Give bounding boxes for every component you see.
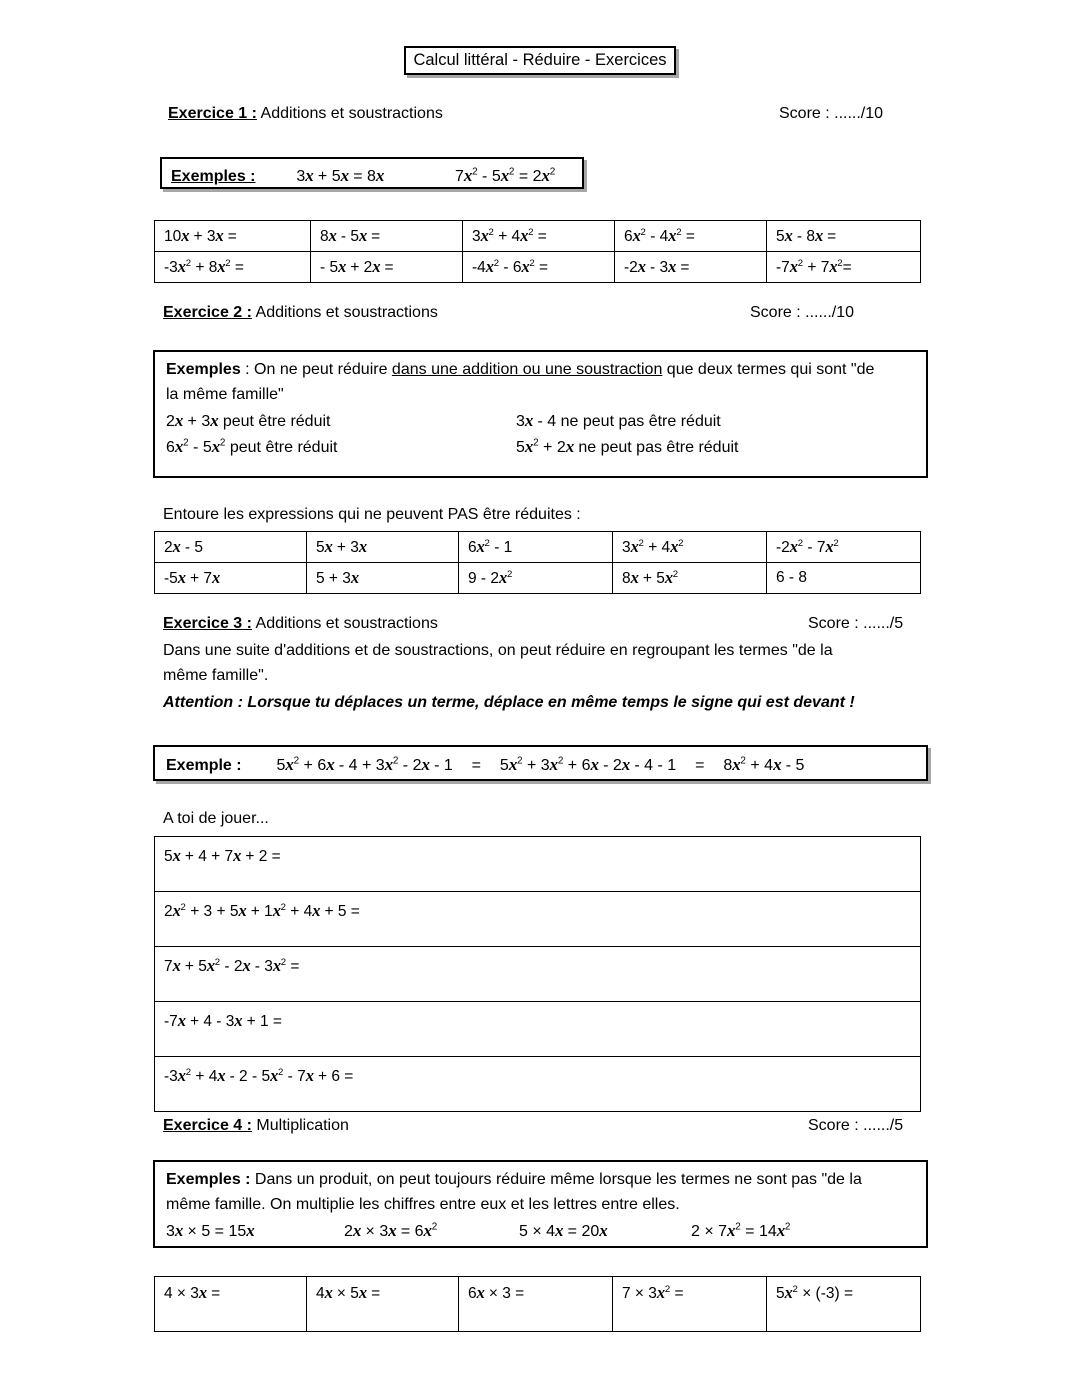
- math-variable-x: x: [177, 568, 186, 588]
- math-exponent: 2: [549, 166, 556, 178]
- exercise-3-label: Exercice 3 :: [163, 615, 252, 632]
- math-variable-x: x: [326, 755, 335, 774]
- math-exponent: 2: [185, 257, 192, 269]
- exercise-1-score: Score : ....../10: [779, 105, 884, 122]
- math-variable-x: x: [177, 1066, 186, 1085]
- cell[interactable]: 4 × 3x =: [155, 1277, 307, 1332]
- cell[interactable]: $-2x^2 - 7x^2$: [767, 532, 921, 563]
- math-variable-x: x: [215, 226, 224, 245]
- exercise-3-subject: Additions et soustractions: [255, 615, 438, 632]
- math-variable-x: x: [590, 755, 599, 774]
- math-variable-x: x: [324, 537, 333, 556]
- cell[interactable]: $9 - 2x^2$: [459, 563, 613, 594]
- exercise-3-answer-table: [154, 836, 921, 1112]
- math-variable-x: x: [549, 755, 558, 774]
- math-variable-x: x: [174, 410, 184, 430]
- table-row: [155, 563, 921, 594]
- exercise-2-label: Exercice 2 :: [163, 304, 252, 321]
- math-variable-x: x: [776, 1220, 785, 1240]
- math-variable-x: x: [829, 257, 838, 277]
- math-variable-x: x: [242, 956, 251, 975]
- table-row: [155, 947, 921, 1002]
- math-variable-x: x: [217, 257, 226, 277]
- math-variable-x: x: [789, 257, 798, 277]
- math-variable-x: x: [670, 537, 679, 556]
- math-variable-x: x: [198, 1283, 207, 1302]
- math-variable-x: x: [181, 226, 190, 245]
- math-variable-x: x: [630, 537, 639, 556]
- exercise-1-table: [154, 220, 921, 283]
- math-exponent: 2: [293, 755, 300, 767]
- cell[interactable]: $-7x^2 + 7x^2=$: [767, 252, 921, 283]
- math-variable-x: x: [480, 226, 489, 245]
- exercise-4-example-3: 5 × 4x = 20x: [519, 1220, 608, 1240]
- math-variable-x: x: [340, 166, 349, 185]
- math-variable-x: x: [524, 410, 534, 430]
- math-variable-x: x: [500, 166, 509, 185]
- math-exponent: 2: [214, 956, 221, 968]
- exercise-4-table: [154, 1276, 921, 1332]
- exercise-3-example-box: [153, 745, 928, 781]
- math-variable-x: x: [352, 1220, 362, 1240]
- math-exponent: 2: [797, 257, 804, 269]
- math-variable-x: x: [668, 257, 677, 277]
- math-exponent: 2: [557, 755, 564, 767]
- math-variable-x: x: [174, 1220, 184, 1240]
- exercise-2-example-right-1: 3x - 4 ne peut pas être réduit: [516, 410, 721, 430]
- exercise-4-example-2: $2x \times 3x = 6x^2$: [344, 1220, 438, 1240]
- cell[interactable]: $3x^2 + 4x^2$: [613, 532, 767, 563]
- exercise-3-prompt: A toi de jouer...: [163, 810, 269, 827]
- math-variable-x: x: [656, 1283, 665, 1302]
- cell[interactable]: -5x + 7x: [155, 563, 307, 594]
- cell[interactable]: 6x × 3 =: [459, 1277, 613, 1332]
- exercise-4-example-1: 3x × 5 = 15x: [166, 1220, 255, 1240]
- math-exponent: 2: [392, 755, 399, 767]
- math-exponent: 2: [180, 901, 186, 913]
- exercise-1-examples-box: [160, 157, 584, 189]
- exercise-4-label: Exercice 4 :: [163, 1117, 252, 1134]
- math-exponent: 2: [225, 257, 231, 269]
- exercise-2-example-left-2: $6x^2 - 5x^2$ peut être réduit: [166, 437, 338, 457]
- cell[interactable]: 5x + 3x: [307, 532, 459, 563]
- math-variable-x: x: [211, 437, 220, 457]
- math-variable-x: x: [212, 568, 220, 588]
- math-exponent: 2: [533, 438, 539, 450]
- exercise-4-example-4: $2 \times 7x^2 = 14x^2$: [691, 1220, 791, 1240]
- table-row: [155, 1277, 921, 1332]
- math-exponent: 2: [664, 1283, 671, 1295]
- math-variable-x: x: [372, 257, 381, 277]
- math-variable-x: x: [172, 901, 181, 920]
- math-exponent: 2: [797, 537, 804, 549]
- math-exponent: 2: [185, 1066, 192, 1078]
- math-exponent: 2: [740, 755, 746, 767]
- math-exponent: 2: [183, 438, 189, 450]
- cell[interactable]: $6x^2 - 1$: [459, 532, 613, 563]
- math-variable-x: x: [541, 166, 550, 185]
- math-variable-x: x: [305, 166, 314, 185]
- cell[interactable]: $-3x^2 + 8x^2$ =: [155, 252, 311, 283]
- answer-row[interactable]: 5x + 4 + 7x + 2 =: [155, 837, 921, 892]
- math-variable-x: x: [206, 956, 215, 975]
- math-exponent: 2: [735, 1221, 741, 1233]
- cell[interactable]: $8x + 5x^2$: [613, 563, 767, 594]
- table-row: [155, 532, 921, 563]
- exercise-3-attention: Attention : Lorsque tu déplaces un terme, déplace en même temps le signe qui est devant !: [163, 694, 855, 711]
- exercise-1-heading: [168, 105, 443, 123]
- cell[interactable]: 8x - 5x =: [311, 221, 463, 252]
- exercise-3-example-step2: $5x^2 + 3x^2 + 6x - 2x - 4 - 1$: [499, 755, 677, 774]
- exercise-2-subject: Additions et soustractions: [255, 304, 438, 321]
- exercise-3-intro-line1: Dans une suite d'additions et de soustractions, on peut réduire en regroupant les termes "de la: [163, 642, 833, 659]
- math-exponent: 2: [484, 537, 490, 549]
- exercise-4-examples-box: [153, 1160, 928, 1248]
- math-variable-x: x: [312, 901, 321, 920]
- math-exponent: 2: [528, 226, 534, 238]
- math-variable-x: x: [238, 901, 247, 920]
- math-variable-x: x: [668, 226, 677, 245]
- exercise-1-label: Exercice 1 :: [168, 105, 257, 122]
- document-title-wrap: [0, 46, 1080, 75]
- math-variable-x: x: [423, 1220, 432, 1240]
- math-variable-x: x: [524, 437, 534, 457]
- exercise-1-example-b: $7x^2 - 5x^2 = 2x^2$: [455, 166, 556, 185]
- math-variable-x: x: [630, 568, 639, 588]
- math-exponent: 2: [506, 568, 513, 580]
- cell[interactable]: 10x + 3x =: [155, 221, 311, 252]
- exercise-4-examples-label: Exemples :: [166, 1171, 251, 1188]
- math-variable-x: x: [217, 1066, 226, 1085]
- math-variable-x: x: [272, 956, 281, 975]
- math-variable-x: x: [789, 537, 798, 556]
- answer-row[interactable]: $2x^2 + 3 + 5x + 1x^2 + 4x + 5$ =: [155, 892, 921, 947]
- math-variable-x: x: [476, 1283, 485, 1302]
- math-exponent: 2: [529, 257, 535, 269]
- exercise-2-rule-part1: : On ne peut réduire: [240, 361, 392, 378]
- exercise-3-heading: [163, 615, 438, 633]
- exercise-3-example-eq2: =: [695, 757, 705, 774]
- answer-row[interactable]: -7x + 4 - 3x + 1 =: [155, 1002, 921, 1057]
- math-exponent: 2: [219, 438, 226, 450]
- math-variable-x: x: [350, 568, 359, 588]
- math-exponent: 2: [278, 1066, 284, 1078]
- math-variable-x: x: [499, 568, 507, 588]
- table-row: [155, 221, 921, 252]
- math-exponent: 2: [833, 537, 839, 549]
- cell[interactable]: -2x - 3x =: [615, 252, 767, 283]
- answer-row[interactable]: $7x + 5x^2 - 2x - 3x^2$ =: [155, 947, 921, 1002]
- exercise-3-score: Score : ....../5: [808, 615, 904, 632]
- exercise-4-score: Score : ....../5: [808, 1117, 904, 1134]
- math-variable-x: x: [732, 755, 741, 774]
- exercise-3-example-eq1: =: [471, 757, 482, 774]
- math-variable-x: x: [555, 1220, 564, 1240]
- math-variable-x: x: [463, 166, 473, 185]
- math-variable-x: x: [305, 1066, 314, 1085]
- math-exponent: 2: [792, 1283, 798, 1295]
- math-variable-x: x: [358, 537, 367, 556]
- cell[interactable]: $5x^2 \times (-3)$ =: [767, 1277, 921, 1332]
- math-variable-x: x: [508, 755, 517, 774]
- math-variable-x: x: [476, 537, 485, 556]
- math-variable-x: x: [358, 1283, 367, 1302]
- math-exponent: 2: [472, 166, 478, 178]
- math-variable-x: x: [421, 755, 430, 774]
- math-variable-x: x: [328, 226, 337, 245]
- exercise-1-example-a: 3x + 5x = 8x: [296, 166, 385, 185]
- math-variable-x: x: [177, 1011, 186, 1030]
- math-variable-x: x: [773, 755, 782, 774]
- math-variable-x: x: [637, 257, 646, 277]
- exercise-2-rule-line2: la même famille": [166, 385, 284, 403]
- math-exponent: 2: [508, 166, 515, 178]
- math-variable-x: x: [246, 1220, 255, 1240]
- math-variable-x: x: [784, 1283, 793, 1302]
- math-variable-x: x: [177, 257, 186, 277]
- math-variable-x: x: [234, 1011, 243, 1030]
- exercise-2-examples-label: Exemples: [166, 361, 241, 378]
- math-variable-x: x: [285, 755, 294, 774]
- math-variable-x: x: [324, 1283, 333, 1302]
- exercise-2-instruction: Entoure les expressions qui ne peuvent PAS être réduites :: [163, 506, 581, 523]
- math-variable-x: x: [174, 437, 184, 457]
- math-variable-x: x: [375, 166, 385, 185]
- math-exponent: 2: [517, 755, 523, 767]
- math-exponent: 2: [640, 226, 646, 238]
- math-variable-x: x: [210, 410, 219, 430]
- exercise-4-heading: [163, 1117, 349, 1135]
- exercise-4-rule-line2: même famille. On multiplie les chiffres entre eux et les lettres entre elles.: [166, 1195, 680, 1213]
- exercise-3-intro-line2: même famille".: [163, 667, 269, 684]
- math-exponent: 2: [493, 257, 500, 269]
- cell[interactable]: 5 + 3x: [307, 563, 459, 594]
- math-exponent: 2: [784, 1221, 791, 1233]
- math-exponent: 2: [488, 226, 494, 238]
- exercise-2-score: Score : ....../10: [750, 304, 855, 321]
- math-variable-x: x: [520, 226, 529, 245]
- exercise-2-rule-part2: que deux termes qui sont "de: [662, 361, 875, 378]
- math-variable-x: x: [521, 257, 530, 277]
- exercise-3-example-label: Exemple :: [166, 757, 242, 774]
- math-variable-x: x: [388, 1220, 397, 1240]
- math-variable-x: x: [599, 1220, 608, 1240]
- math-variable-x: x: [384, 755, 393, 774]
- math-variable-x: x: [233, 846, 242, 865]
- math-variable-x: x: [172, 956, 181, 975]
- exercise-2-examples-box: [153, 350, 928, 478]
- cell[interactable]: $7 \times 3x^2$ =: [613, 1277, 767, 1332]
- table-row: [155, 1057, 921, 1112]
- table-row: [155, 892, 921, 947]
- exercise-3-example-step3: $8x^2 + 4x - 5$: [723, 755, 805, 774]
- math-variable-x: x: [338, 257, 347, 277]
- math-variable-x: x: [727, 1220, 736, 1240]
- math-exponent: 2: [638, 537, 644, 549]
- table-row: [155, 837, 921, 892]
- exercise-2-table: [154, 531, 921, 594]
- math-exponent: 2: [431, 1221, 438, 1233]
- cell[interactable]: - 5x + 2x =: [311, 252, 463, 283]
- exercise-1-subject: Additions et soustractions: [260, 105, 443, 122]
- math-variable-x: x: [485, 257, 494, 277]
- table-row: [155, 1002, 921, 1057]
- cell[interactable]: 5x - 8x =: [767, 221, 921, 252]
- math-variable-x: x: [621, 755, 630, 774]
- math-exponent: 2: [672, 568, 679, 580]
- cell[interactable]: 6 - 8: [767, 563, 921, 594]
- exercise-2-example-right-2: $5x^2 + 2x$ ne peut pas être réduit: [516, 437, 739, 457]
- cell[interactable]: $-4x^2 - 6x^2$ =: [463, 252, 615, 283]
- math-variable-x: x: [358, 226, 367, 245]
- math-variable-x: x: [270, 1066, 278, 1085]
- math-exponent: 2: [280, 956, 287, 968]
- math-variable-x: x: [784, 226, 793, 245]
- cell[interactable]: $6x^2 - 4x^2$ =: [615, 221, 767, 252]
- document-title: Calcul littéral - Réduire - Exercices: [404, 46, 675, 75]
- answer-row[interactable]: $-3x^2 + 4x - 2 - 5x^2 - 7x + 6$ =: [155, 1057, 921, 1112]
- math-variable-x: x: [814, 226, 823, 245]
- math-variable-x: x: [172, 846, 181, 865]
- math-variable-x: x: [565, 437, 574, 457]
- math-exponent: 2: [837, 257, 843, 269]
- math-variable-x: x: [172, 537, 181, 556]
- cell[interactable]: 2x - 5: [155, 532, 307, 563]
- table-row: [155, 252, 921, 283]
- math-variable-x: x: [664, 568, 673, 588]
- exercise-2-heading: [163, 304, 438, 322]
- exercise-4-subject: Multiplication: [256, 1117, 349, 1134]
- exercise-1-examples-label: Exemples :: [171, 168, 256, 185]
- exercise-3-example-step1: $5x^2 + 6x - 4 + 3x^2 - 2x - 1$: [276, 755, 453, 774]
- math-variable-x: x: [825, 537, 834, 556]
- cell[interactable]: $3x^2 + 4x^2$ =: [463, 221, 615, 252]
- exercise-2-rule-underlined: dans une addition ou une soustraction: [391, 361, 663, 378]
- math-variable-x: x: [272, 901, 281, 920]
- math-exponent: 2: [678, 537, 684, 549]
- cell[interactable]: 4x × 5x =: [307, 1277, 459, 1332]
- exercise-4-rule-line1: Dans un produit, on peut toujours réduire même lorsque les termes ne sont pas "de la: [250, 1171, 862, 1188]
- math-exponent: 2: [676, 226, 682, 238]
- exercise-2-example-left-1: 2x + 3x peut être réduit: [166, 410, 331, 430]
- math-variable-x: x: [632, 226, 641, 245]
- math-exponent: 2: [280, 901, 286, 913]
